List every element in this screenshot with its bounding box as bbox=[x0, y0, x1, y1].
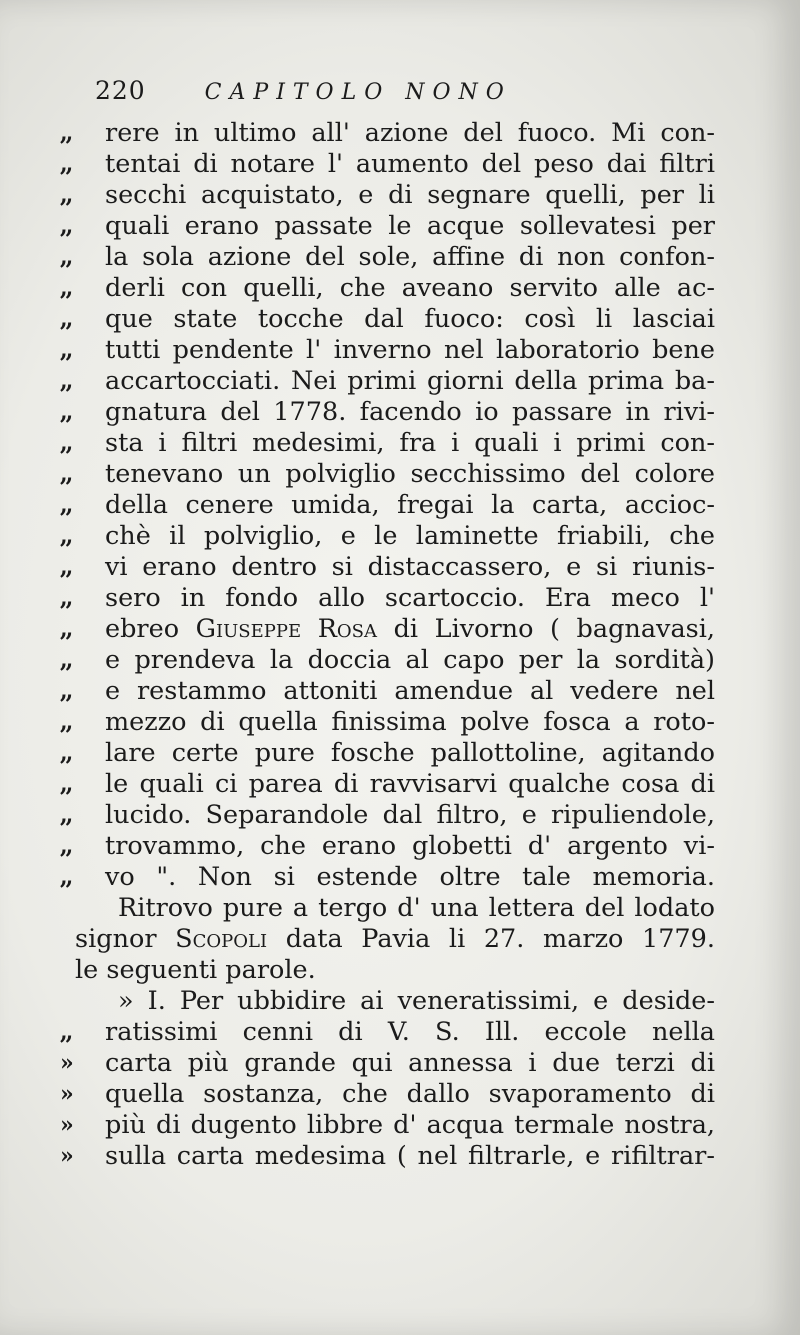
line-text: » I. Per ubbidire ai veneratissimi, e deside- bbox=[118, 986, 715, 1016]
text-line bbox=[60, 738, 720, 769]
line-text: vi erano dentro si distaccassero, e si riunis- bbox=[105, 552, 715, 582]
quote-mark: » bbox=[60, 1143, 72, 1169]
line-text: quella sostanza, che dallo svaporamento di bbox=[105, 1079, 715, 1109]
line-text: vo ". Non si estende oltre tale memoria. bbox=[105, 862, 715, 892]
line-text: que state tocche dal fuoco: così li lasciai bbox=[105, 304, 715, 334]
page-number: 220 bbox=[95, 76, 146, 105]
line-text: gnatura del 1778. facendo io passare in rivi- bbox=[105, 397, 715, 427]
quote-mark: ,, bbox=[60, 740, 72, 766]
quote-mark: ,, bbox=[60, 523, 72, 549]
text-line bbox=[60, 986, 720, 1017]
text-line bbox=[60, 1017, 720, 1048]
text-line bbox=[60, 304, 720, 335]
line-text: sta i filtri medesimi, fra i quali i primi con- bbox=[105, 428, 715, 458]
quote-mark: ,, bbox=[60, 771, 72, 797]
text-line bbox=[60, 552, 720, 583]
line-text: ratissimi cenni di V. S. Ill. eccole nella bbox=[105, 1017, 715, 1047]
text-line bbox=[60, 366, 720, 397]
quote-mark: ,, bbox=[60, 802, 72, 828]
page-header bbox=[95, 76, 512, 105]
line-text: e restammo attoniti amendue al vedere nel bbox=[105, 676, 715, 706]
line-text: secchi acquistato, e di segnare quelli, per li bbox=[105, 180, 715, 210]
quote-mark: ,, bbox=[60, 430, 72, 456]
person-name: Scopoli bbox=[175, 924, 268, 954]
line-text-after: data Pavia li 27. marzo 1779. bbox=[267, 924, 715, 954]
line-text: sulla carta medesima ( nel filtrarle, e rifiltrar- bbox=[105, 1141, 715, 1171]
line-text: la sola azione del sole, affine di non confon- bbox=[105, 242, 715, 272]
quote-mark: ,, bbox=[60, 213, 72, 239]
quote-mark: » bbox=[60, 1112, 72, 1138]
line-text bbox=[105, 614, 715, 645]
quote-mark: ,, bbox=[60, 1019, 72, 1045]
quote-mark: ,, bbox=[60, 647, 72, 673]
line-text: accartocciati. Nei primi giorni della prima ba- bbox=[105, 366, 715, 396]
quote-mark: » bbox=[60, 1081, 72, 1107]
text-line bbox=[60, 397, 720, 428]
text-line bbox=[60, 862, 720, 893]
quote-mark: ,, bbox=[60, 585, 72, 611]
text-line bbox=[60, 180, 720, 211]
text-line bbox=[60, 769, 720, 800]
text-line bbox=[60, 149, 720, 180]
line-text: tentai di notare l' aumento del peso dai filtri bbox=[105, 149, 715, 179]
line-text: Ritrovo pure a tergo d' una lettera del lodato bbox=[118, 893, 715, 923]
text-line bbox=[60, 645, 720, 676]
text-line bbox=[60, 614, 720, 645]
line-text: tutti pendente l' inverno nel laboratorio bene bbox=[105, 335, 715, 365]
line-text: rere in ultimo all' azione del fuoco. Mi con- bbox=[105, 118, 715, 148]
quote-mark: ,, bbox=[60, 368, 72, 394]
body-text bbox=[60, 118, 720, 1172]
line-text: le seguenti parole. bbox=[75, 955, 316, 985]
line-text: lucido. Separandole dal filtro, e ripuliendole, bbox=[105, 800, 715, 830]
text-line bbox=[60, 521, 720, 552]
line-text bbox=[75, 924, 715, 955]
quote-mark: » bbox=[60, 1050, 72, 1076]
text-line bbox=[60, 707, 720, 738]
line-text: derli con quelli, che aveano servito alle ac- bbox=[105, 273, 715, 303]
quote-mark: ,, bbox=[60, 399, 72, 425]
text-line bbox=[60, 1048, 720, 1079]
text-line bbox=[60, 583, 720, 614]
quote-mark: ,, bbox=[60, 833, 72, 859]
line-text: quali erano passate le acque sollevatesi per bbox=[105, 211, 715, 241]
quote-mark: ,, bbox=[60, 554, 72, 580]
quote-mark: ,, bbox=[60, 151, 72, 177]
line-text: carta più grande qui annessa i due terzi di bbox=[105, 1048, 715, 1078]
text-line bbox=[60, 118, 720, 149]
text-line bbox=[60, 1141, 720, 1172]
line-text: mezzo di quella finissima polve fosca a roto- bbox=[105, 707, 715, 737]
text-line bbox=[60, 273, 720, 304]
quote-mark: ,, bbox=[60, 678, 72, 704]
text-line bbox=[60, 924, 720, 955]
line-text: tenevano un polviglio secchissimo del colore bbox=[105, 459, 715, 489]
line-text: e prendeva la doccia al capo per la sordità) bbox=[105, 645, 715, 675]
quote-mark: ,, bbox=[60, 616, 72, 642]
line-text: sero in fondo allo scartoccio. Era meco l' bbox=[105, 583, 715, 613]
text-line bbox=[60, 831, 720, 862]
text-line bbox=[60, 955, 720, 986]
line-text-after: di Livorno ( bagnavasi, bbox=[377, 614, 715, 644]
quote-mark: ,, bbox=[60, 120, 72, 146]
text-line bbox=[60, 1079, 720, 1110]
line-text-before: ebreo bbox=[105, 614, 196, 644]
quote-mark: ,, bbox=[60, 461, 72, 487]
person-name: Giuseppe Rosa bbox=[195, 614, 377, 644]
quote-mark: ,, bbox=[60, 275, 72, 301]
line-text: più di dugento libbre d' acqua termale nostra, bbox=[105, 1110, 715, 1140]
text-line bbox=[60, 676, 720, 707]
line-text-before: signor bbox=[75, 924, 176, 954]
text-line bbox=[60, 211, 720, 242]
quote-mark: ,, bbox=[60, 337, 72, 363]
text-line bbox=[60, 335, 720, 366]
text-line bbox=[60, 428, 720, 459]
text-line bbox=[60, 1110, 720, 1141]
text-line bbox=[60, 800, 720, 831]
text-line bbox=[60, 242, 720, 273]
line-text: le quali ci parea di ravvisarvi qualche cosa di bbox=[105, 769, 715, 799]
text-line bbox=[60, 490, 720, 521]
text-line bbox=[60, 459, 720, 490]
line-text: lare certe pure fosche pallottoline, agitando bbox=[105, 738, 715, 768]
quote-mark: ,, bbox=[60, 182, 72, 208]
running-title: CAPITOLO NONO bbox=[204, 80, 512, 105]
quote-mark: ,, bbox=[60, 492, 72, 518]
quote-mark: ,, bbox=[60, 244, 72, 270]
quote-mark: ,, bbox=[60, 306, 72, 332]
line-text: chè il polviglio, e le laminette friabili, che bbox=[105, 521, 715, 551]
quote-mark: ,, bbox=[60, 709, 72, 735]
quote-mark: ,, bbox=[60, 864, 72, 890]
line-text: della cenere umida, fregai la carta, accioc- bbox=[105, 490, 715, 520]
line-text: trovammo, che erano globetti d' argento vi- bbox=[105, 831, 715, 861]
text-line bbox=[60, 893, 720, 924]
